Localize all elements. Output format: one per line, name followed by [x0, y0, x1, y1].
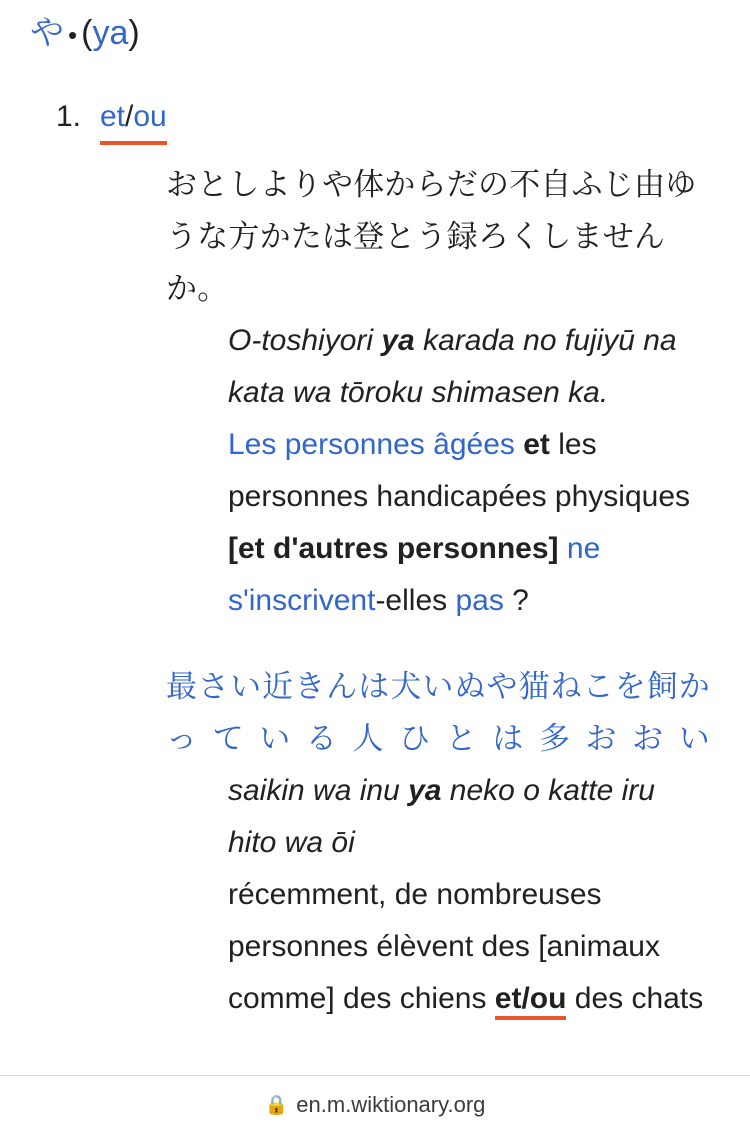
url-text[interactable]: en.m.wiktionary.org	[296, 1092, 486, 1117]
example-romaji-1	[166, 315, 710, 419]
example-block-1	[100, 159, 728, 627]
translation-link[interactable]: Les personnes âgées	[228, 428, 515, 461]
translation-text: ?	[503, 584, 529, 617]
headword-dot: •	[68, 20, 78, 50]
translation-link[interactable]: ne s'inscrivent	[228, 532, 601, 617]
sense-gloss	[100, 95, 167, 145]
translation-space	[559, 532, 567, 565]
translation-text: des chats	[566, 982, 704, 1015]
example-japanese-2[interactable]: 最さい近きんは犬いぬや猫ねこを飼かっている人ひとは多おおい	[166, 669, 710, 756]
gloss-link-ou[interactable]: ou	[133, 100, 167, 133]
gloss-link-et[interactable]: et	[100, 100, 126, 133]
romaji-part: O-toshiyori	[228, 324, 382, 357]
romaji-part: saikin wa inu	[228, 774, 409, 807]
example-japanese-1: おとしよりや体からだの不自ふじ由ゆうな方かたは登とう録ろくしませんか。	[166, 167, 697, 306]
headword-romaji[interactable]: ya	[92, 14, 129, 52]
translation-highlight-etou: et/ou	[495, 982, 567, 1020]
headword-close-paren: )	[128, 14, 140, 52]
example-block-2	[100, 661, 728, 1025]
translation-bold-et: et	[523, 428, 550, 461]
browser-url-bar[interactable]	[0, 1075, 750, 1134]
translation-bracket-bold: [et d'autres personnes]	[228, 532, 559, 565]
romaji-particle: ya	[408, 774, 442, 807]
translation-text: récemment, de nombreuses personnes élèvent des [animaux comme] des chiens	[228, 878, 660, 1015]
headword-open-paren: (	[81, 14, 93, 52]
translation-text: -elles	[375, 584, 456, 617]
sense-number: 1.	[56, 100, 82, 133]
headword-kana[interactable]: や	[30, 14, 64, 52]
example-romaji-2	[166, 765, 710, 869]
example-translation-2	[166, 869, 710, 1025]
example-translation-1	[166, 419, 710, 627]
gloss-separator: /	[125, 100, 134, 133]
romaji-part: neko o katte iru hito wa ōi	[228, 774, 655, 859]
romaji-particle: ya	[381, 324, 415, 357]
translation-text: les personnes handicapées physiques	[228, 428, 690, 513]
headword	[30, 10, 140, 58]
lock-icon: 🔒	[264, 1095, 289, 1116]
sense-list	[0, 95, 750, 1025]
romaji-part: karada no fujiyū na kata wa tōroku shimasen ka.	[228, 324, 677, 409]
translation-space	[515, 428, 523, 461]
translation-link[interactable]: pas	[455, 584, 504, 617]
sense-item	[0, 95, 750, 1025]
